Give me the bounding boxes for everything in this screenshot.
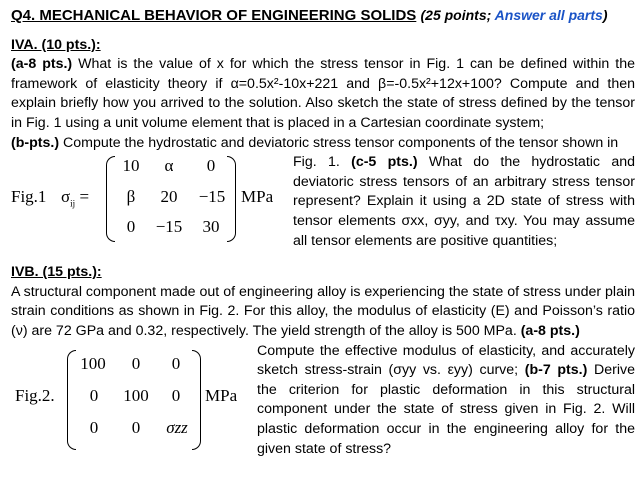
fig1-matrix: 10 α 0 β 20 −15 0 −15 30 [106,156,236,242]
iva-figure-row [11,153,635,251]
title-points: (25 points; Answer all parts) [420,7,608,23]
title-main: Q4. MECHANICAL BEHAVIOR OF ENGINEERING SOLIDS [11,7,417,24]
ivb-header: IVB. (15 pts.): [11,264,102,281]
question-page [11,6,635,460]
fig1-unit: MPa [241,187,274,207]
fig1-label: Fig.1 [11,187,47,207]
iva-part-c: Fig. 1. (c-5 pts.) What do the hydrostatic and deviatoric stress tensors of an arbitrary stress tensor represent? Explain it using a 2D state of stress with tensor elements σxx, σyy, and τxy. You may assume all tensor elements are positive quantities; [293,154,635,249]
ivb-intro: A structural component made out of engineering alloy is experiencing the state of stress under plain strain conditions as shown in Fig. 2. For this alloy, the modulus of elasticity (E) and Poisson’s ratio (ν) are 72 GPa and 0.32, respectively. The yield strength of the alloy is 500 MPa. (a-8 pts.) [11,283,635,339]
iva-header: IVA. (10 pts.): [11,36,101,53]
ivb-parts: Compute the effective modulus of elasticity, and accurately sketch stress-strain (σyy vs. εyy) curve; (b-7 pts.) Derive the criterion for plastic deformation in this structural component under the state of stress given in Fig. 2. Will plastic deformation occur in the engineering alloy for the given state of stress? [257,342,635,457]
fig2-unit: MPa [205,385,238,405]
fig2-label: Fig.2. [15,385,55,405]
fig1-tensor [11,153,293,251]
section-ivb [11,263,635,459]
fig2-tensor [11,342,257,460]
iva-part-a: (a-8 pts.) What is the value of x for which the stress tensor in Fig. 1 can be defined within the framework of elasticity theory if α=0.5x²-10x+221 and β=-0.5x²+12x+100? Compute and then explain briefly how you arrived to the solution. Also sketch the state of stress defined by the tensor in Fig. 1 using a unit volume element that is placed in a Cartesian coordinate system; [11,56,636,131]
iva-part-b: (b-pts.) Compute the hydrostatic and deviatoric stress tensor components of the tensor shown in [11,134,619,151]
fig1-sigma: $\sigma_{ij}$ = [61,187,90,209]
question-title [11,6,635,26]
ivb-figure-row [11,342,635,460]
section-iva [11,36,635,252]
fig2-matrix: 100 0 0 0 100 0 0 0 σzz [67,350,201,450]
answer-all-parts: Answer all parts [494,7,603,23]
